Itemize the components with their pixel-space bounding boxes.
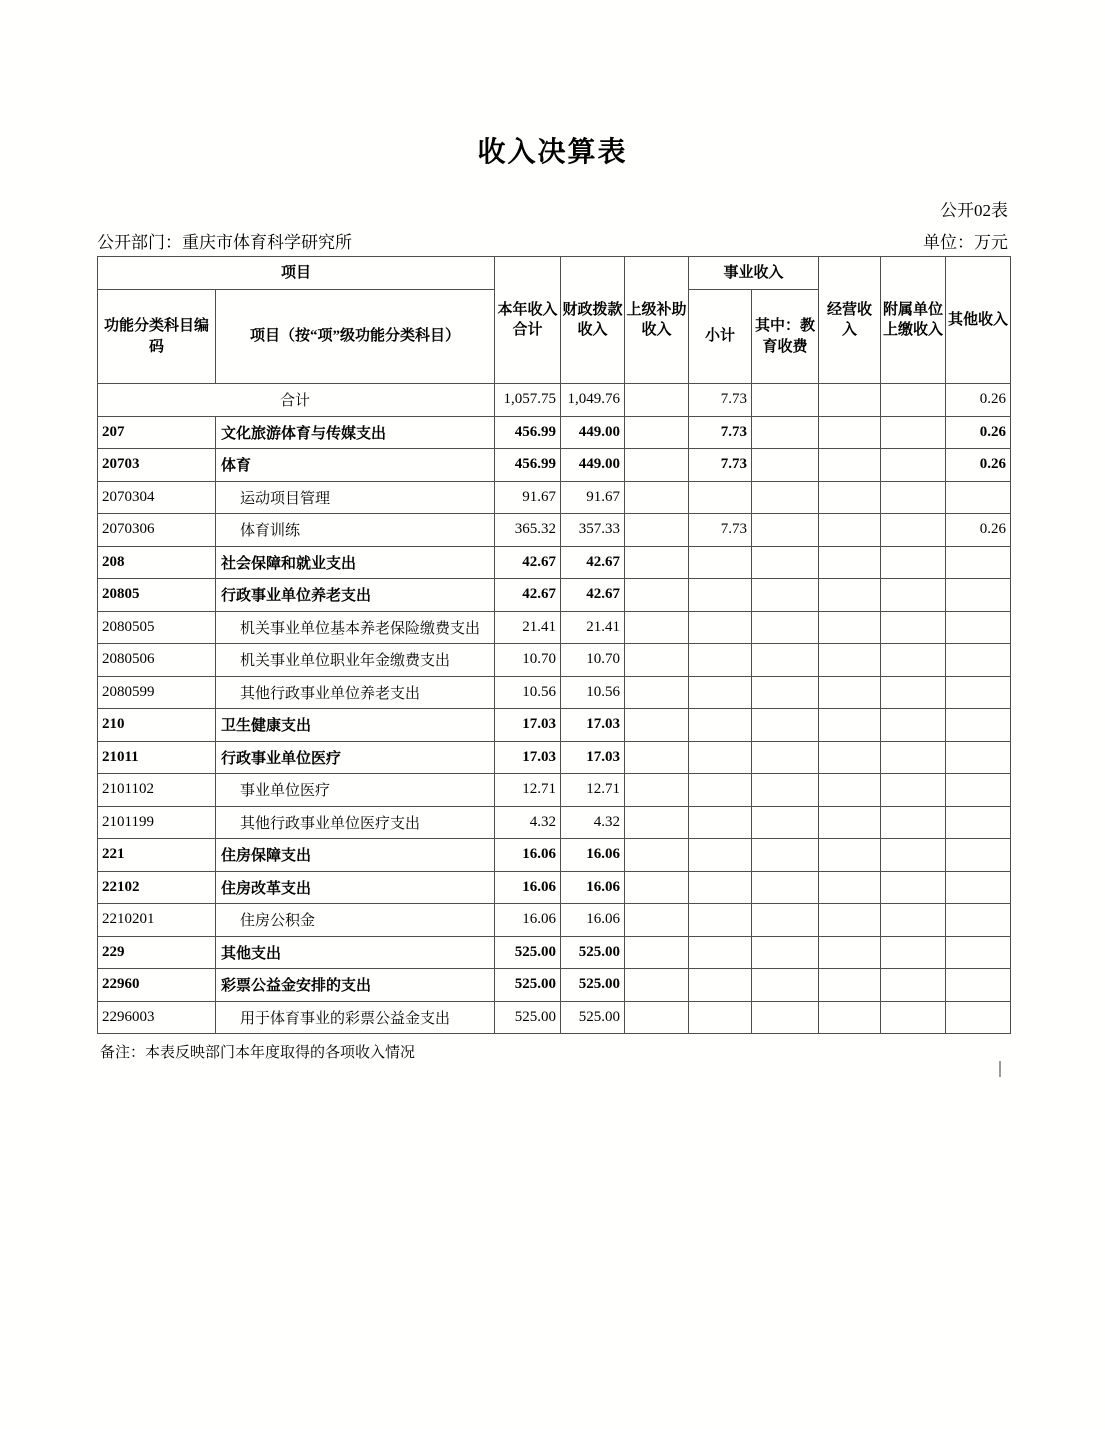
row-value: 17.03 [561,741,625,774]
row-value: 42.67 [495,546,561,579]
row-value: 17.03 [495,709,561,742]
row-value [946,969,1011,1002]
row-value [689,774,752,807]
row-code: 2080506 [98,644,216,677]
row-item: 彩票公益金安排的支出 [216,969,495,1002]
row-value [625,871,689,904]
row-value [752,839,819,872]
row-value [819,416,881,449]
header-item: 项目（按“项”级功能分类科目） [216,290,495,384]
row-value: 525.00 [495,936,561,969]
row-item: 用于体育事业的彩票公益金支出 [216,1001,495,1034]
row-value [625,546,689,579]
row-value [819,514,881,547]
row-value: 449.00 [561,416,625,449]
row-value: 21.41 [561,611,625,644]
row-value [881,579,946,612]
row-value [625,969,689,1002]
row-value [689,806,752,839]
row-item: 卫生健康支出 [216,709,495,742]
row-value [819,644,881,677]
row-item: 住房保障支出 [216,839,495,872]
row-value: 0.26 [946,384,1011,417]
department-label: 公开部门：重庆市体育科学研究所 [97,233,352,252]
row-value [752,871,819,904]
row-item: 住房改革支出 [216,871,495,904]
row-value [689,481,752,514]
row-value: 10.56 [561,676,625,709]
row-value [625,449,689,482]
row-value [946,611,1011,644]
row-value [752,741,819,774]
header-superior-subsidy: 上级补助收入 [625,257,689,384]
row-value [689,871,752,904]
row-code: 229 [98,936,216,969]
table-row [98,676,1011,709]
row-value [946,676,1011,709]
form-number-label: 公开02表 [940,201,1008,220]
note-text: 备注：本表反映部门本年度取得的各项收入情况 [100,1045,416,1061]
row-value: 525.00 [561,936,625,969]
row-value [819,1001,881,1034]
header-total-income: 本年收入合计 [495,257,561,384]
row-value: 12.71 [561,774,625,807]
row-item: 社会保障和就业支出 [216,546,495,579]
table-row [98,1001,1011,1034]
row-value [625,936,689,969]
row-value [752,546,819,579]
row-value: 7.73 [689,416,752,449]
row-value [881,936,946,969]
row-value: 21.41 [495,611,561,644]
row-value: 12.71 [495,774,561,807]
row-value [946,481,1011,514]
row-value [946,936,1011,969]
row-value: 16.06 [561,871,625,904]
row-value: 4.32 [495,806,561,839]
row-value [625,384,689,417]
row-value [689,904,752,937]
row-code: 2070304 [98,481,216,514]
row-value [625,806,689,839]
row-code: 2080505 [98,611,216,644]
row-value [625,709,689,742]
row-value [881,676,946,709]
row-value [881,546,946,579]
row-code: 2080599 [98,676,216,709]
row-value [946,904,1011,937]
row-value [946,871,1011,904]
row-value [752,611,819,644]
row-value [819,839,881,872]
header-affiliate-income: 附属单位上缴收入 [881,257,946,384]
row-value [689,611,752,644]
row-value: 42.67 [561,579,625,612]
income-table-body [98,384,1011,1034]
row-value: 7.73 [689,449,752,482]
row-value [689,546,752,579]
row-value: 1,057.75 [495,384,561,417]
row-item: 住房公积金 [216,904,495,937]
table-row [98,969,1011,1002]
row-value: 449.00 [561,449,625,482]
table-row [98,871,1011,904]
row-value [689,936,752,969]
row-value [881,969,946,1002]
row-value [752,1001,819,1034]
row-value: 525.00 [561,969,625,1002]
row-item: 体育训练 [216,514,495,547]
row-value [881,806,946,839]
row-value [819,546,881,579]
row-value [881,449,946,482]
table-row [98,579,1011,612]
header-item-group: 项目 [98,257,495,290]
row-value [752,579,819,612]
row-value [946,546,1011,579]
row-value: 42.67 [495,579,561,612]
row-value [881,514,946,547]
row-value [881,709,946,742]
row-value [819,449,881,482]
table-row [98,644,1011,677]
row-value [881,871,946,904]
table-row [98,384,1011,417]
row-code: 20703 [98,449,216,482]
row-code: 210 [98,709,216,742]
row-value [625,514,689,547]
row-value [946,579,1011,612]
row-value [881,741,946,774]
row-value: 0.26 [946,514,1011,547]
row-code: 2070306 [98,514,216,547]
row-code: 2101199 [98,806,216,839]
row-value: 16.06 [495,871,561,904]
row-value [819,936,881,969]
row-value: 17.03 [495,741,561,774]
row-code: 20805 [98,579,216,612]
row-value [625,416,689,449]
row-value [625,644,689,677]
row-value [819,611,881,644]
table-row [98,481,1011,514]
row-code: 21011 [98,741,216,774]
row-code: 22102 [98,871,216,904]
row-value: 0.26 [946,416,1011,449]
row-value [689,1001,752,1034]
row-value: 7.73 [689,384,752,417]
row-value [819,481,881,514]
row-item: 运动项目管理 [216,481,495,514]
row-value [752,936,819,969]
row-value [752,806,819,839]
row-code: 208 [98,546,216,579]
row-code: 221 [98,839,216,872]
table-header [98,257,1011,384]
row-value [946,644,1011,677]
row-item: 体育 [216,449,495,482]
header-fiscal-income: 财政拨款收入 [561,257,625,384]
row-value: 4.32 [561,806,625,839]
row-value [625,741,689,774]
row-value: 10.70 [561,644,625,677]
row-value [752,644,819,677]
row-value [689,676,752,709]
row-value [625,481,689,514]
row-value [946,774,1011,807]
row-value [752,481,819,514]
row-code: 207 [98,416,216,449]
row-value [689,969,752,1002]
row-value [752,514,819,547]
meta-row [97,228,1008,253]
row-value [881,611,946,644]
row-value: 525.00 [561,1001,625,1034]
unit-label: 单位：万元 [923,233,1008,252]
row-value: 7.73 [689,514,752,547]
row-item: 行政事业单位医疗 [216,741,495,774]
row-value [625,676,689,709]
table-row [98,774,1011,807]
row-value [819,871,881,904]
row-value [819,741,881,774]
row-item: 其他行政事业单位医疗支出 [216,806,495,839]
row-label: 合计 [98,384,495,417]
row-value [752,709,819,742]
row-item: 行政事业单位养老支出 [216,579,495,612]
row-value: 456.99 [495,416,561,449]
row-item: 文化旅游体育与传媒支出 [216,416,495,449]
row-value: 16.06 [561,904,625,937]
table-row [98,546,1011,579]
row-value [625,839,689,872]
header-business-income-group: 事业收入 [689,257,819,290]
row-value [819,709,881,742]
row-value [819,579,881,612]
row-code: 2101102 [98,774,216,807]
row-value [946,806,1011,839]
row-value [625,579,689,612]
row-value [819,774,881,807]
income-table [97,256,1011,1034]
row-value [625,774,689,807]
table-row [98,514,1011,547]
page-title: 收入决算表 [477,137,628,168]
row-value [625,1001,689,1034]
row-value [752,969,819,1002]
table-row [98,611,1011,644]
row-value: 456.99 [495,449,561,482]
row-value: 365.32 [495,514,561,547]
row-value [819,676,881,709]
row-value: 42.67 [561,546,625,579]
row-value [689,579,752,612]
row-value [689,709,752,742]
row-item: 机关事业单位基本养老保险缴费支出 [216,611,495,644]
row-value: 525.00 [495,1001,561,1034]
table-row [98,904,1011,937]
row-value [625,904,689,937]
row-value: 0.26 [946,449,1011,482]
row-value: 525.00 [495,969,561,1002]
row-value [752,774,819,807]
row-value [689,839,752,872]
row-value [881,416,946,449]
row-item: 机关事业单位职业年金缴费支出 [216,644,495,677]
header-subtotal: 小计 [689,290,752,384]
row-value [881,384,946,417]
header-other-income: 其他收入 [946,257,1011,384]
row-value [946,839,1011,872]
header-code: 功能分类科目编码 [98,290,216,384]
row-item: 其他行政事业单位养老支出 [216,676,495,709]
row-value [752,449,819,482]
stray-mark [999,1061,1001,1077]
row-value [819,384,881,417]
row-value [752,676,819,709]
row-value [881,1001,946,1034]
row-value: 16.06 [495,904,561,937]
row-code: 22960 [98,969,216,1002]
row-value: 10.70 [495,644,561,677]
row-value [752,416,819,449]
row-value [881,904,946,937]
row-value [881,774,946,807]
row-value: 1,049.76 [561,384,625,417]
row-value: 16.06 [561,839,625,872]
table-row [98,449,1011,482]
header-row-1 [98,257,1011,290]
table-row [98,936,1011,969]
row-value [946,709,1011,742]
table-row [98,741,1011,774]
row-value [881,644,946,677]
row-value: 16.06 [495,839,561,872]
row-value: 91.67 [495,481,561,514]
row-value [881,839,946,872]
row-value [689,741,752,774]
row-value [946,1001,1011,1034]
row-value: 10.56 [495,676,561,709]
row-value [881,481,946,514]
header-operating-income: 经营收入 [819,257,881,384]
table-row [98,839,1011,872]
row-item: 其他支出 [216,936,495,969]
row-value [819,904,881,937]
row-value [752,384,819,417]
table-row [98,416,1011,449]
row-value [819,806,881,839]
row-value [625,611,689,644]
row-value [946,741,1011,774]
table-row [98,806,1011,839]
row-value: 17.03 [561,709,625,742]
row-item: 事业单位医疗 [216,774,495,807]
header-education-fee: 其中：教育收费 [752,290,819,384]
row-value [752,904,819,937]
row-value [819,969,881,1002]
table-row [98,709,1011,742]
row-code: 2296003 [98,1001,216,1034]
row-value: 91.67 [561,481,625,514]
row-code: 2210201 [98,904,216,937]
row-value [689,644,752,677]
row-value: 357.33 [561,514,625,547]
